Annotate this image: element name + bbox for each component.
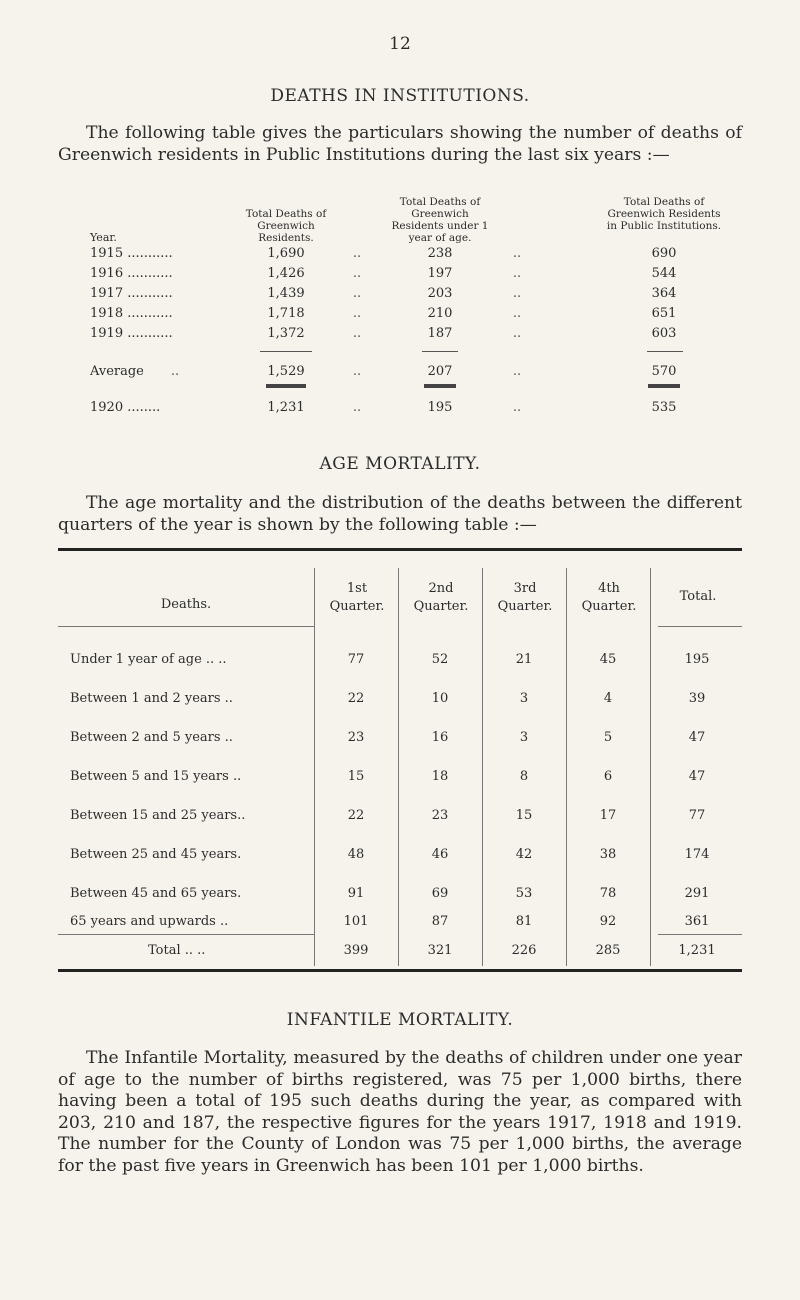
leader-dots: ..: [352, 400, 362, 415]
double-rule: [648, 384, 680, 388]
row-label: Between 1 and 2 years ..: [70, 691, 233, 706]
total-q4: 285: [595, 943, 621, 958]
current-under1: 195: [427, 400, 453, 415]
table-row: [90, 286, 750, 304]
row-label: 65 years and upwards ..: [70, 914, 229, 929]
total-total: 1,231: [678, 943, 716, 958]
cell-total: 39: [688, 691, 706, 706]
leader-dots: ..: [352, 246, 362, 261]
cell-q4: 4: [603, 691, 613, 706]
leader-dots: ..: [512, 246, 522, 261]
row-year: 1919 ...........: [90, 326, 173, 341]
cell-q1: 15: [347, 769, 365, 784]
cell-total: 47: [688, 769, 706, 784]
sum-rule: [422, 351, 458, 352]
leader-dots: ..: [352, 364, 362, 379]
cell-q4: 45: [599, 652, 617, 667]
row-year: 1915 ...........: [90, 246, 173, 261]
column-divider: [314, 568, 315, 966]
leader-dots: ..: [512, 326, 522, 341]
cell-total: 174: [684, 847, 710, 862]
col-q3-header: 3rd Quarter.: [497, 581, 553, 614]
total-q1: 399: [343, 943, 369, 958]
cell-q1: 48: [347, 847, 365, 862]
current-year-row: [90, 400, 750, 418]
row-label: Under 1 year of age .. ..: [70, 652, 227, 667]
leader-dots: ..: [512, 364, 522, 379]
current-year-label: 1920 ........: [90, 400, 161, 415]
col-q1-header: 1st Quarter.: [329, 581, 385, 614]
total-q3: 226: [511, 943, 537, 958]
row-year: 1918 ...........: [90, 306, 173, 321]
leader-dots: ..: [352, 286, 362, 301]
cell-q1: 22: [347, 808, 365, 823]
cell-q2: 16: [431, 730, 449, 745]
column-divider: [566, 568, 567, 966]
total-rule: [658, 934, 742, 935]
infantile-mortality-text: The Infantile Mortality, measured by the deaths of children under one year of age to the number of births registered, was 75 per 1,000 births, there having been a total of 195 such deaths during the year, as compared with 203, 210 and 187, the respective figures for the years 1917, 1918 and 1919. The number for the County of London was 75 per 1,000 births, the average for the past five years in Greenwich has been 101 per 1,000 births.: [58, 1048, 742, 1176]
col-year-header: Year.: [90, 231, 117, 244]
row-institutions: 544: [651, 266, 677, 281]
row-total: 1,372: [267, 326, 305, 341]
cell-q3: 21: [515, 652, 533, 667]
row-total: 1,690: [267, 246, 305, 261]
cell-q1: 101: [343, 914, 369, 929]
institutions-table-header: [90, 196, 750, 276]
cell-q1: 23: [347, 730, 365, 745]
sum-rule: [260, 351, 312, 352]
average-total: 1,529: [267, 364, 305, 379]
row-label: Between 15 and 25 years..: [70, 808, 246, 823]
average-institutions: 570: [651, 364, 677, 379]
table-row: [90, 246, 750, 264]
cell-q4: 17: [599, 808, 617, 823]
row-institutions: 690: [651, 246, 677, 261]
col-under1-header: Total Deaths of Greenwich Residents under 1 year of age.: [391, 196, 489, 244]
table-bottom-rule: [58, 969, 742, 972]
cell-q3: 3: [519, 691, 529, 706]
leader-dots: ..: [512, 400, 522, 415]
col-q4-header: 4th Quarter.: [581, 581, 637, 614]
row-label: Between 45 and 65 years.: [70, 886, 242, 901]
cell-q3: 3: [519, 730, 529, 745]
cell-q4: 5: [603, 730, 613, 745]
total-rule: [58, 934, 314, 935]
total-label: Total .. ..: [148, 943, 206, 958]
cell-q1: 77: [347, 652, 365, 667]
cell-q4: 38: [599, 847, 617, 862]
row-under1: 197: [427, 266, 453, 281]
cell-total: 291: [684, 886, 710, 901]
table-row: [90, 266, 750, 284]
cell-q2: 18: [431, 769, 449, 784]
column-divider: [650, 568, 651, 966]
cell-q2: 46: [431, 847, 449, 862]
col-institutions-header: Total Deaths of Greenwich Residents in Public Institutions.: [606, 196, 722, 232]
cell-total: 195: [684, 652, 710, 667]
deaths-in-institutions-heading: DEATHS IN INSTITUTIONS.: [270, 86, 530, 106]
cell-q4: 6: [603, 769, 613, 784]
cell-q2: 87: [431, 914, 449, 929]
page-number: 12: [389, 34, 411, 54]
cell-q2: 10: [431, 691, 449, 706]
leader-dots: ..: [512, 266, 522, 281]
row-year: 1917 ...........: [90, 286, 173, 301]
column-divider: [398, 568, 399, 966]
cell-total: 77: [688, 808, 706, 823]
row-total: 1,718: [267, 306, 305, 321]
cell-q1: 91: [347, 886, 365, 901]
row-under1: 210: [427, 306, 453, 321]
row-institutions: 651: [651, 306, 677, 321]
table-top-rule: [58, 548, 742, 551]
row-under1: 238: [427, 246, 453, 261]
row-total: 1,439: [267, 286, 305, 301]
current-total: 1,231: [267, 400, 305, 415]
total-q2: 321: [427, 943, 453, 958]
table-row: [90, 326, 750, 344]
row-under1: 187: [427, 326, 453, 341]
double-rule: [424, 384, 456, 388]
row-institutions: 603: [651, 326, 677, 341]
row-institutions: 364: [651, 286, 677, 301]
deaths-in-institutions-intro: The following table gives the particulars showing the number of deaths of Greenwich residents in Public Institutions during the last six years :—: [58, 123, 742, 165]
cell-q1: 22: [347, 691, 365, 706]
average-row: [90, 364, 750, 382]
header-rule: [58, 626, 314, 627]
row-label: Between 2 and 5 years ..: [70, 730, 233, 745]
leader-dots: ..: [352, 326, 362, 341]
age-mortality-intro: The age mortality and the distribution of the deaths between the different quarters of the year is shown by the following table :—: [58, 493, 742, 535]
current-institutions: 535: [651, 400, 677, 415]
col-total-header: Total Deaths of Greenwich Residents.: [245, 208, 327, 244]
table-row: [90, 306, 750, 324]
cell-q3: 8: [519, 769, 529, 784]
cell-q2: 52: [431, 652, 449, 667]
leader-dots: ..: [512, 286, 522, 301]
cell-q3: 15: [515, 808, 533, 823]
cell-q3: 42: [515, 847, 533, 862]
cell-q2: 23: [431, 808, 449, 823]
leader-dots: ..: [352, 266, 362, 281]
column-divider: [482, 568, 483, 966]
row-under1: 203: [427, 286, 453, 301]
age-mortality-heading: AGE MORTALITY.: [319, 454, 481, 474]
cell-q3: 53: [515, 886, 533, 901]
leader-dots: ..: [170, 364, 180, 379]
infantile-mortality-heading: INFANTILE MORTALITY.: [286, 1010, 514, 1030]
col-total-header: Total.: [679, 589, 717, 604]
cell-q2: 69: [431, 886, 449, 901]
col-deaths-header: Deaths.: [160, 597, 212, 612]
sum-rule: [647, 351, 683, 352]
cell-q3: 81: [515, 914, 533, 929]
leader-dots: ..: [352, 306, 362, 321]
row-label: Between 5 and 15 years ..: [70, 769, 242, 784]
cell-q4: 92: [599, 914, 617, 929]
average-under1: 207: [427, 364, 453, 379]
age-mortality-table: [58, 548, 742, 972]
leader-dots: ..: [512, 306, 522, 321]
double-rule: [266, 384, 306, 388]
row-total: 1,426: [267, 266, 305, 281]
average-label: Average: [90, 364, 144, 379]
cell-total: 361: [684, 914, 710, 929]
col-q2-header: 2nd Quarter.: [413, 581, 469, 614]
header-rule: [658, 626, 742, 627]
cell-total: 47: [688, 730, 706, 745]
cell-q4: 78: [599, 886, 617, 901]
row-label: Between 25 and 45 years.: [70, 847, 242, 862]
row-year: 1916 ...........: [90, 266, 173, 281]
